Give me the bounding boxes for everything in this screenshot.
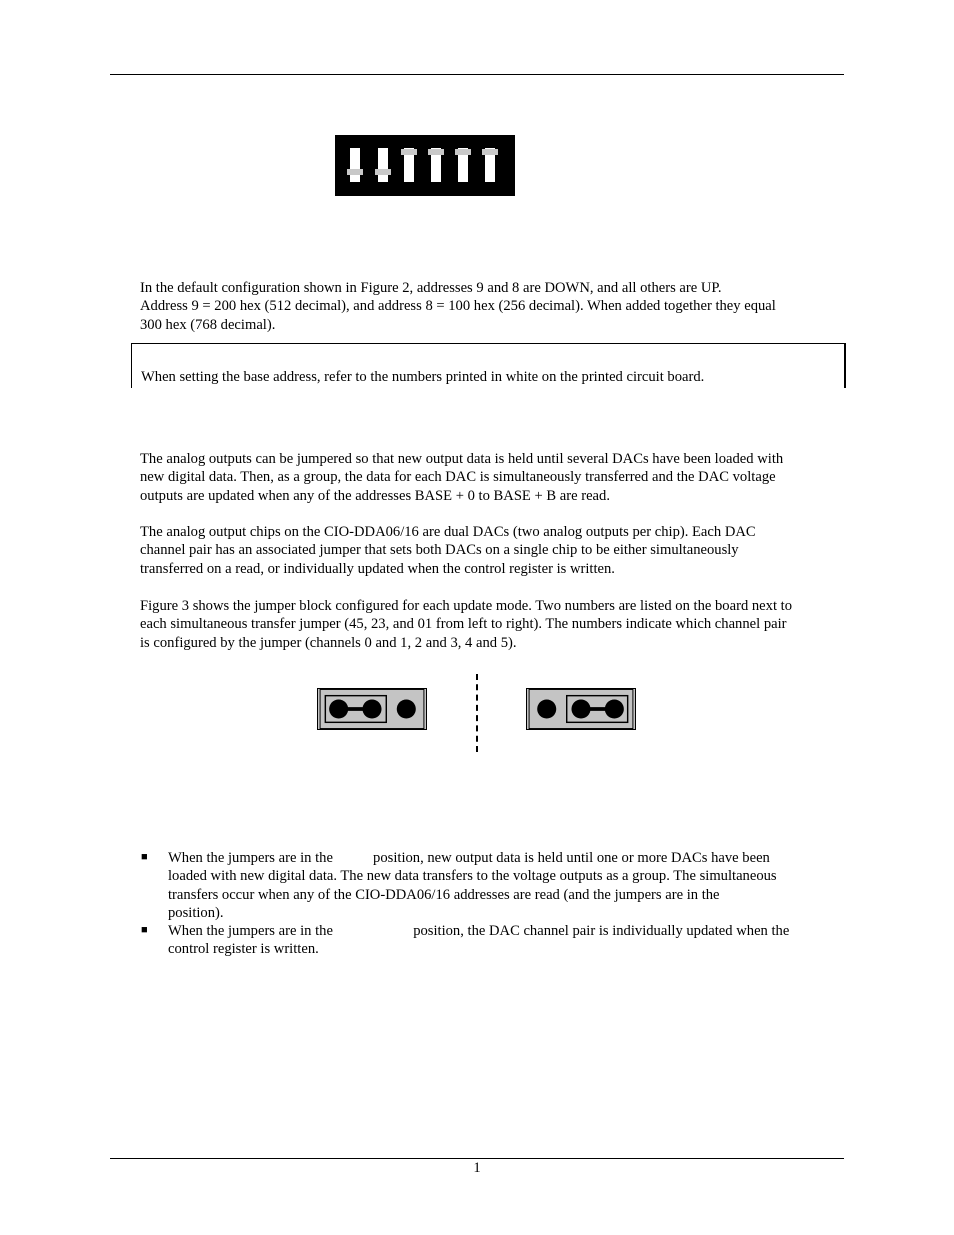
text-line: transferred on a read, or individually updated when the control register is written. <box>140 560 615 577</box>
text-line: Figure 3 shows the jumper block configured for each update mode. Two numbers are listed on the board next to <box>140 598 793 614</box>
jumper-pin <box>605 699 624 718</box>
text-line: In the default configuration shown in Figure 2, addresses 9 and 8 are DOWN, and all others are UP. <box>140 280 722 296</box>
note-text: When setting the base address, refer to the numbers printed in white on the printed circuit board. <box>141 369 705 385</box>
text-line: When the jumpers are in the position, the DAC channel pair is individually updated when the <box>168 923 790 939</box>
text-line: 300 hex (768 decimal). <box>140 316 276 333</box>
paragraph-dual-dacs <box>140 523 845 578</box>
text-line: transfers occur when any of the CIO-DDA06/16 addresses are read (and the jumpers are in the <box>168 886 720 903</box>
page-number: 1 <box>473 1160 481 1176</box>
paragraph-default-config <box>140 279 845 334</box>
jumper-pin <box>571 699 590 718</box>
text-line: The analog outputs can be jumpered so that new output data is held until several DACs have been loaded with <box>140 451 784 467</box>
jumper-pin <box>329 699 348 718</box>
jumper-block-right <box>526 688 636 730</box>
jumper-pin <box>362 699 381 718</box>
bullet-item <box>168 922 848 959</box>
text-line: position). <box>168 904 224 921</box>
text-line: The analog output chips on the CIO-DDA06/16 are dual DACs (two analog outputs per chip). Each DAC <box>140 524 756 540</box>
header-rule <box>110 74 844 75</box>
text-line: each simultaneous transfer jumper (45, 23, and 01 from left to right). The numbers indicate which channel pair <box>140 616 787 633</box>
jumper-pin <box>537 699 556 718</box>
bullet-icon: ■ <box>141 851 148 863</box>
footer-rule <box>110 1158 844 1159</box>
text-line: Address 9 = 200 hex (512 decimal), and address 8 = 100 hex (256 decimal). When added together they equal <box>140 298 776 315</box>
figure-divider <box>476 674 478 752</box>
text-line: When the jumpers are in the position, new output data is held until one or more DACs have been <box>168 850 770 866</box>
text-line: is configured by the jumper (channels 0 and 1, 2 and 3, 4 and 5). <box>140 634 517 651</box>
note-box <box>131 343 846 388</box>
dip-switch-figure <box>335 135 515 196</box>
jumper-block-left <box>317 688 427 730</box>
bullet-item <box>168 849 848 922</box>
text-line: new digital data. Then, as a group, the data for each DAC is simultaneously transferred and the DAC voltage <box>140 469 776 486</box>
text-line: control register is written. <box>168 941 319 958</box>
paragraph-analog-outputs <box>140 450 845 505</box>
jumper-pin <box>397 699 416 718</box>
text-line: outputs are updated when any of the addresses BASE + 0 to BASE + B are read. <box>140 487 610 504</box>
bullet-icon: ■ <box>141 924 148 936</box>
paragraph-figure3 <box>140 597 845 652</box>
text-line: loaded with new digital data. The new data transfers to the voltage outputs as a group. The simultaneous <box>168 868 777 885</box>
text-line: channel pair has an associated jumper that sets both DACs on a single chip to be either simultaneously <box>140 542 739 559</box>
